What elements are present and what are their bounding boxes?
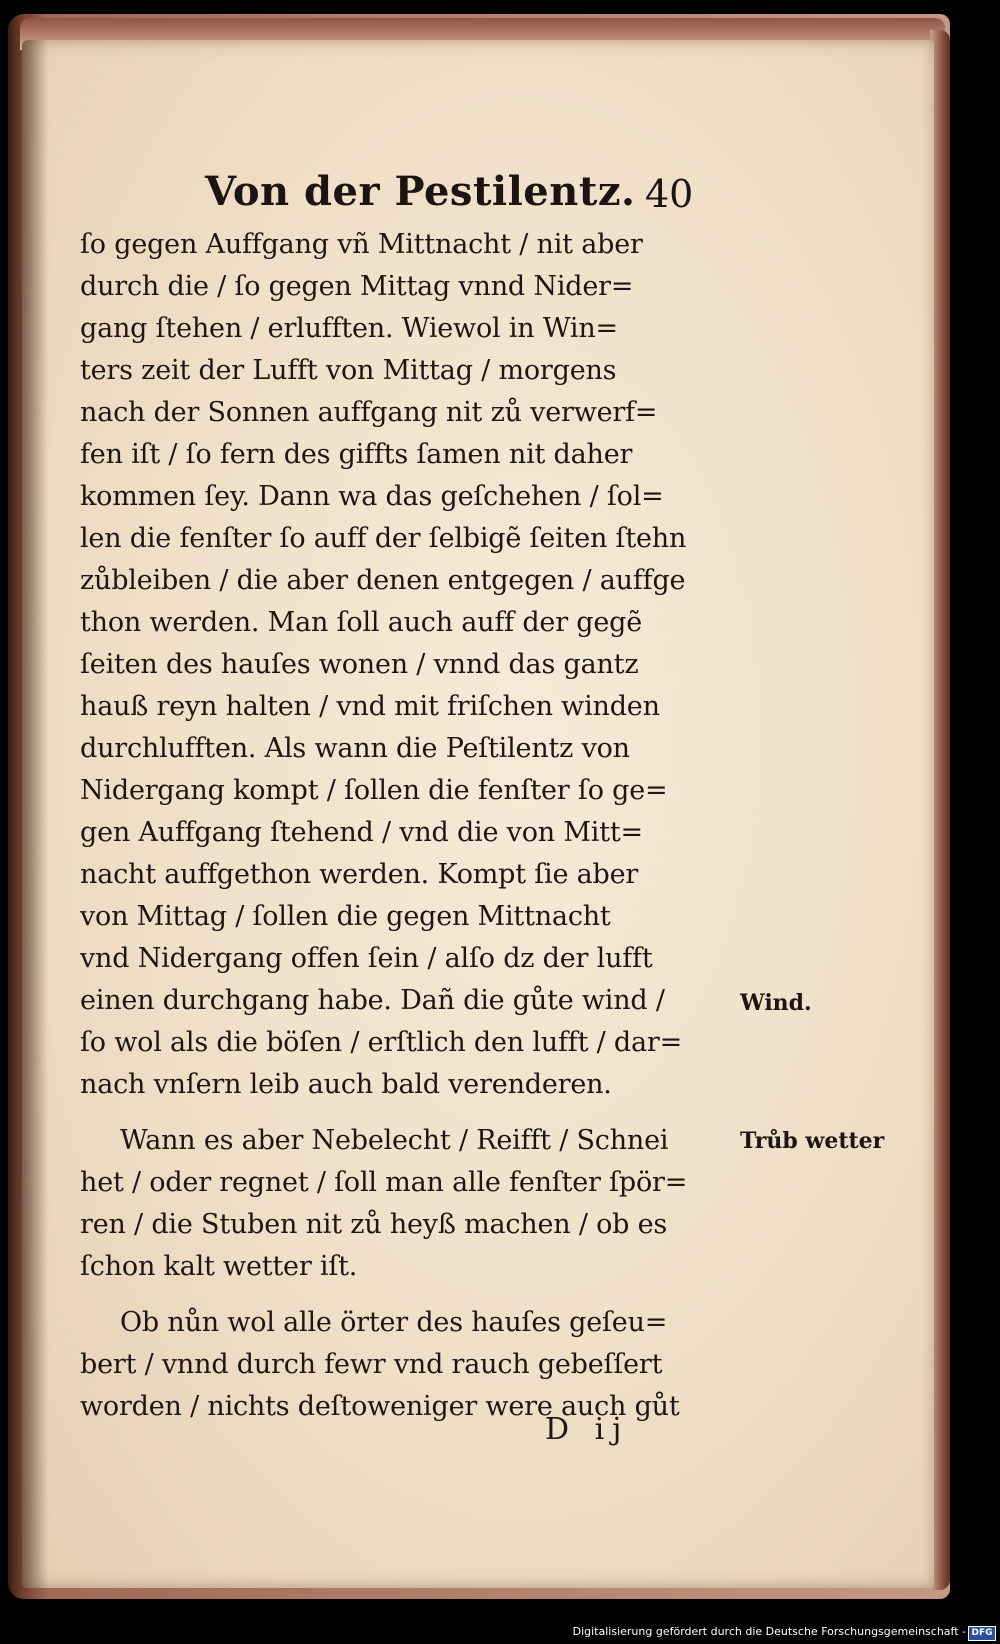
text-line: vnd Nidergang offen ſein / alſo dz der lufft	[80, 943, 653, 974]
paragraph-gap	[80, 1106, 740, 1120]
text-line: ters zeit der Lufft von Mittag / morgens	[80, 355, 617, 386]
text-line: einen durchgang habe. Dañ die gůte wind /	[80, 985, 665, 1016]
paragraph-2	[80, 1120, 740, 1288]
text-line: Nidergang kompt / ſollen die fenſter ſo ge=	[80, 775, 668, 806]
text-line: hauß reyn halten / vnd mit friſchen winden	[80, 691, 660, 722]
digitization-credit: Digitalisierung gefördert durch die Deutsche Forschungsgemeinschaft -	[572, 1625, 966, 1638]
text-line: gen Auffgang ſtehend / vnd die von Mitt=	[80, 817, 643, 848]
text-line: worden / nichts deſtoweniger were auch gůt	[80, 1391, 680, 1422]
text-line: gang ſtehen / erlufften. Wiewol in Win=	[80, 313, 618, 344]
dfg-logo-icon: DFG	[968, 1626, 996, 1641]
text-line: nacht auffgethon werden. Kompt ſie aber	[80, 859, 639, 890]
page-number: 40	[645, 172, 694, 216]
paragraph-gap	[80, 1288, 740, 1302]
marginal-note-trueb-wetter: Trůb wetter	[740, 1128, 885, 1154]
text-line: ſchon kalt wetter iſt.	[80, 1251, 358, 1282]
text-line: durchlufften. Als wann die Peſtilentz von	[80, 733, 630, 764]
text-line: het / oder regnet / ſoll man alle fenſter ſpör=	[80, 1167, 688, 1198]
text-line: ſeiten des hauſes wonen / vnnd das gantz	[80, 649, 639, 680]
text-line: thon werden. Man ſoll auch auff der gegẽ	[80, 607, 643, 638]
marginal-note-wind: Wind.	[740, 990, 812, 1016]
text-line: ſo gegen Auffgang vñ Mittnacht / nit aber	[80, 229, 643, 260]
body-text	[80, 224, 740, 1428]
text-line: nach der Sonnen auffgang nit zů verwerf=	[80, 397, 658, 428]
text-line: ſo wol als die böſen / erſtlich den lufft / dar=	[80, 1027, 682, 1058]
text-line: nach vnſern leib auch bald verenderen.	[80, 1069, 612, 1100]
text-line: durch die / ſo gegen Mittag vnnd Nider=	[80, 271, 634, 302]
gutter-shadow	[22, 40, 48, 1588]
text-line: Wann es aber Nebelecht / Reifft / Schnei	[120, 1125, 669, 1156]
text-line: len die fenſter ſo auff der ſelbigẽ ſeiten ſtehn	[80, 523, 687, 554]
text-line: von Mittag / ſollen die gegen Mittnacht	[80, 901, 611, 932]
text-line: fen iſt / ſo fern des giffts ſamen nit daher	[80, 439, 633, 470]
running-title: Von der Pestilentz.	[205, 168, 636, 215]
running-head	[205, 168, 745, 218]
text-line: zůbleiben / die aber denen entgegen / auffge	[80, 565, 686, 596]
text-line: ren / die Stuben nit zů heyß machen / ob es	[80, 1209, 668, 1240]
paragraph-1	[80, 224, 740, 1106]
paragraph-3	[80, 1302, 740, 1428]
text-line: kommen ſey. Dann wa das geſchehen / ſol=	[80, 481, 664, 512]
text-line: bert / vnnd durch fewr vnd rauch gebeſſert	[80, 1349, 663, 1380]
signature-mark: D ij	[545, 1412, 630, 1447]
text-line: Ob nůn wol alle örter des hauſes geſeu=	[120, 1307, 668, 1338]
